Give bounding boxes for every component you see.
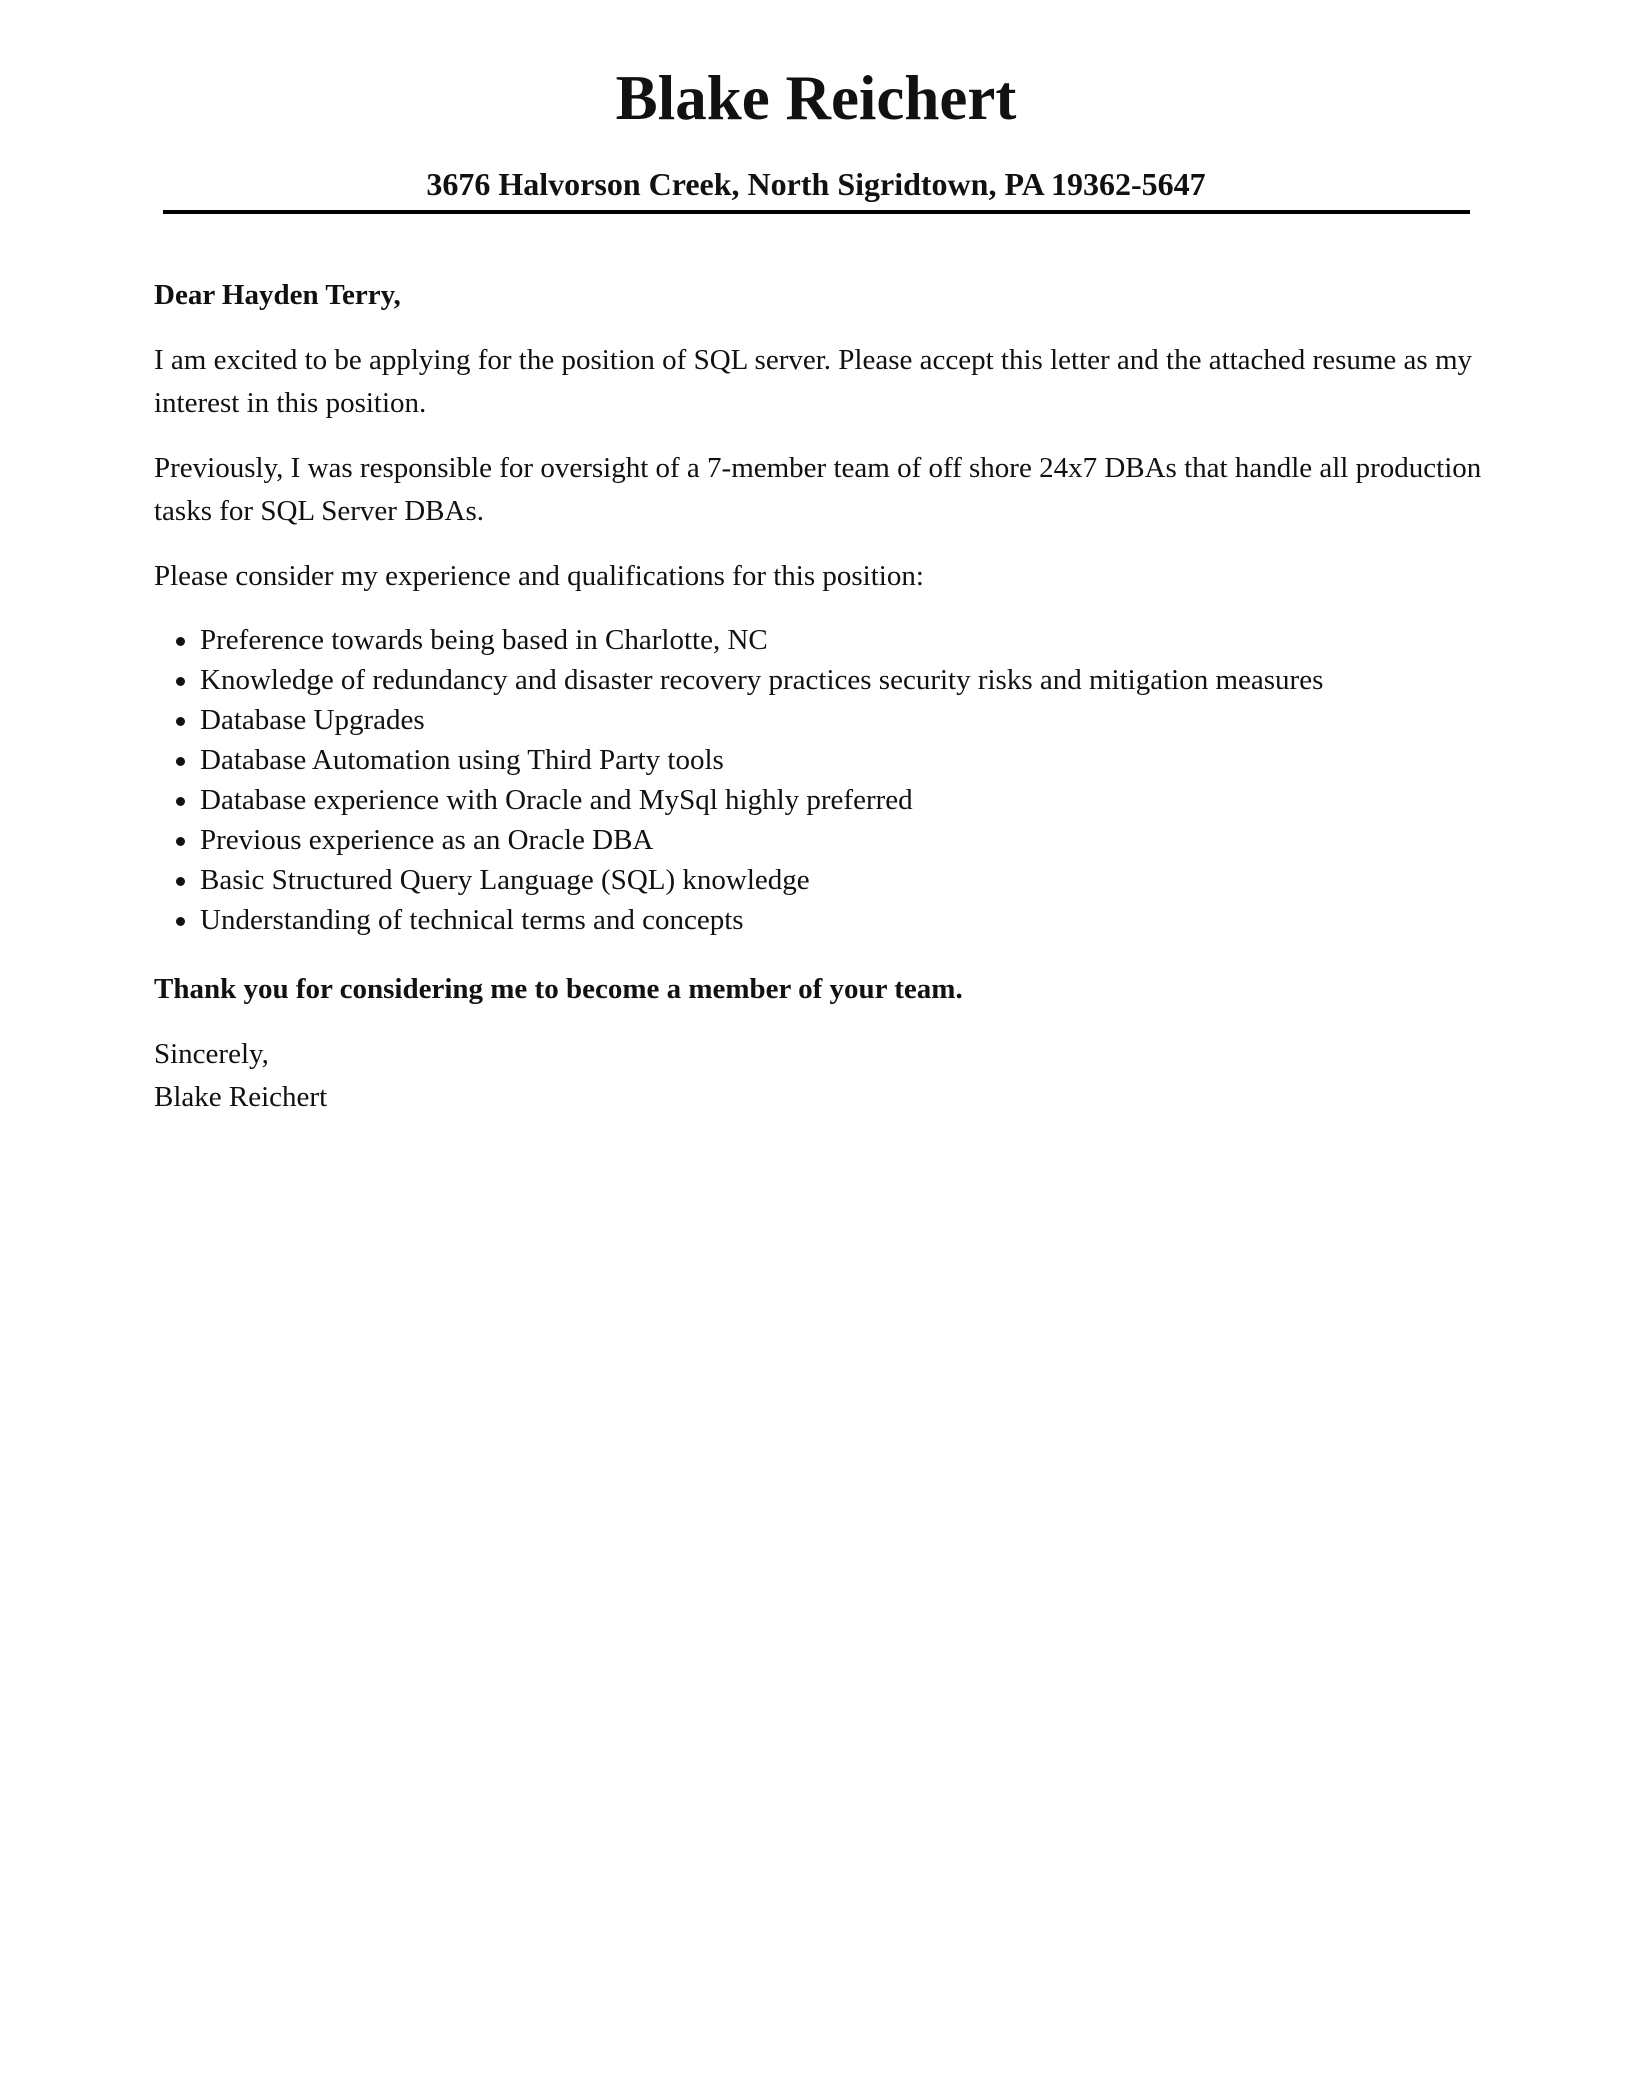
list-item-text: Database Upgrades [200,704,425,736]
list-item-text: Preference towards being based in Charlotte, NC [200,624,768,656]
qualifications-list [154,620,1484,940]
header-divider [163,210,1470,214]
bullet-icon [176,717,185,726]
applicant-name: Blake Reichert [615,63,1017,133]
salutation: Dear Hayden Terry, [154,279,401,311]
bullet-icon [176,917,185,926]
list-item-text: Basic Structured Query Language (SQL) knowledge [200,864,810,896]
applicant-address: 3676 Halvorson Creek, North Sigridtown, PA 19362-5647 [426,166,1206,202]
list-item [200,740,1484,780]
bullet-icon [176,677,185,686]
bullet-icon [176,837,185,846]
signature-name: Blake Reichert [154,1081,328,1113]
closing-statement: Thank you for considering me to become a member of your team. [154,973,963,1005]
list-item-text: Knowledge of redundancy and disaster recovery practices security risks and mitigation measures [200,664,1324,696]
list-item [200,900,1484,940]
list-item-text: Database experience with Oracle and MySql highly preferred [200,784,913,816]
bullet-icon [176,637,185,646]
intro-paragraph: I am excited to be applying for the position of SQL server. Please accept this letter and the attached resume as my interest in this position. [154,344,1472,419]
signoff: Sincerely, [154,1038,269,1070]
bullet-icon [176,877,185,886]
list-item [200,820,1484,860]
letter-body [154,274,1484,1119]
list-item [200,700,1484,740]
list-item [200,620,1484,660]
list-item-text: Database Automation using Third Party tools [200,744,724,776]
bullet-icon [176,757,185,766]
list-item [200,780,1484,820]
bullet-icon [176,797,185,806]
list-item [200,860,1484,900]
experience-paragraph: Previously, I was responsible for oversight of a 7-member team of off shore 24x7 DBAs that handle all production tasks for SQL Server DBAs. [154,452,1482,527]
list-item-text: Previous experience as an Oracle DBA [200,824,654,856]
list-item [200,660,1484,700]
qualifications-intro: Please consider my experience and qualifications for this position: [154,560,924,592]
list-item-text: Understanding of technical terms and concepts [200,904,744,936]
